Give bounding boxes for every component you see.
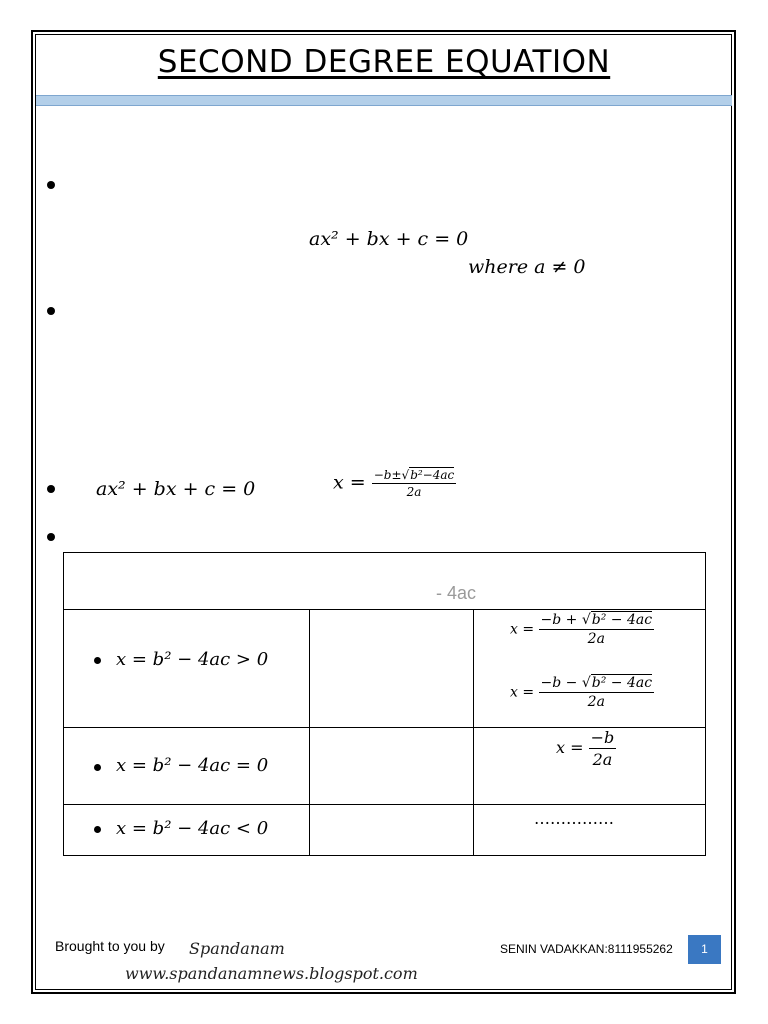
formula-denominator: 2a [406, 485, 422, 499]
row1-sol2-radicand: b² − 4ac [591, 675, 653, 691]
row1-bullet [94, 657, 101, 664]
row2-sol-fraction [589, 728, 617, 769]
formula-lhs: x = [333, 471, 366, 494]
nonzero-condition: where a ≠ 0 [468, 256, 586, 278]
row1-sol1-fraction: $\frac{\text{−b + √b² − 4ac}}{2a}$ [540, 612, 653, 647]
row1-sol1-den: 2a [587, 631, 605, 647]
quadratic-formula [333, 468, 456, 499]
brand-script: Spandanam [189, 939, 285, 958]
page-title: SECOND DEGREE EQUATION [157, 44, 611, 80]
row1-sol1-lhs: x = [510, 621, 535, 638]
row2-sol-lhs: x = [556, 738, 584, 757]
formula-num-prefix: −b± [373, 468, 402, 482]
row1-sol1-num-prefix: −b + [540, 612, 582, 628]
row1-condition: x = b² − 4ac > 0 [116, 649, 269, 670]
standard-form-equation: ax² + bx + c = 0 [309, 228, 469, 250]
formula-num-radicand: b²−4ac [410, 468, 455, 482]
bullet3-equation: ax² + bx + c = 0 [96, 478, 256, 500]
table-col-divider-1 [309, 609, 310, 856]
row1-sol2-fraction: $\frac{\text{−b − √b² − 4ac}}{2a}$ [540, 675, 653, 710]
row2-bullet [94, 764, 101, 771]
table-rule-3 [63, 804, 706, 805]
bullet-4 [47, 533, 55, 541]
row2-solution [556, 728, 616, 769]
row2-sol-num: −b [590, 728, 615, 747]
formula-fraction: $\frac{\text{−b±√b²−4ac}}{2a}$ [373, 468, 455, 499]
bullet-1 [47, 181, 55, 189]
brought-by-text: Brought to you by [55, 938, 165, 954]
header-band [36, 95, 732, 106]
row1-solution-plus [510, 612, 654, 647]
row1-sol2-den: 2a [587, 694, 605, 710]
row3-solution-dots: …………… [534, 809, 614, 828]
row3-bullet [94, 826, 101, 833]
table-col-divider-2 [473, 609, 474, 856]
row2-sol-den: 2a [592, 750, 613, 769]
row2-condition: x = b² − 4ac = 0 [116, 755, 269, 776]
row3-condition: x = b² − 4ac < 0 [116, 818, 269, 839]
table-rule-1 [63, 609, 706, 610]
row1-solution-minus [510, 675, 654, 710]
row1-sol2-lhs: x = [510, 684, 535, 701]
bullet-2 [47, 307, 55, 315]
row1-sol1-radicand: b² − 4ac [591, 612, 653, 628]
website-link[interactable]: www.spandanamnews.blogspot.com [125, 964, 418, 983]
bullet-3 [47, 485, 55, 493]
row1-sol2-num-prefix: −b − [540, 675, 582, 691]
table-header-text: - 4ac [436, 583, 477, 603]
author-contact: SENIN VADAKKAN:8111955262 [500, 942, 673, 956]
page-number-badge: 1 [688, 935, 721, 964]
